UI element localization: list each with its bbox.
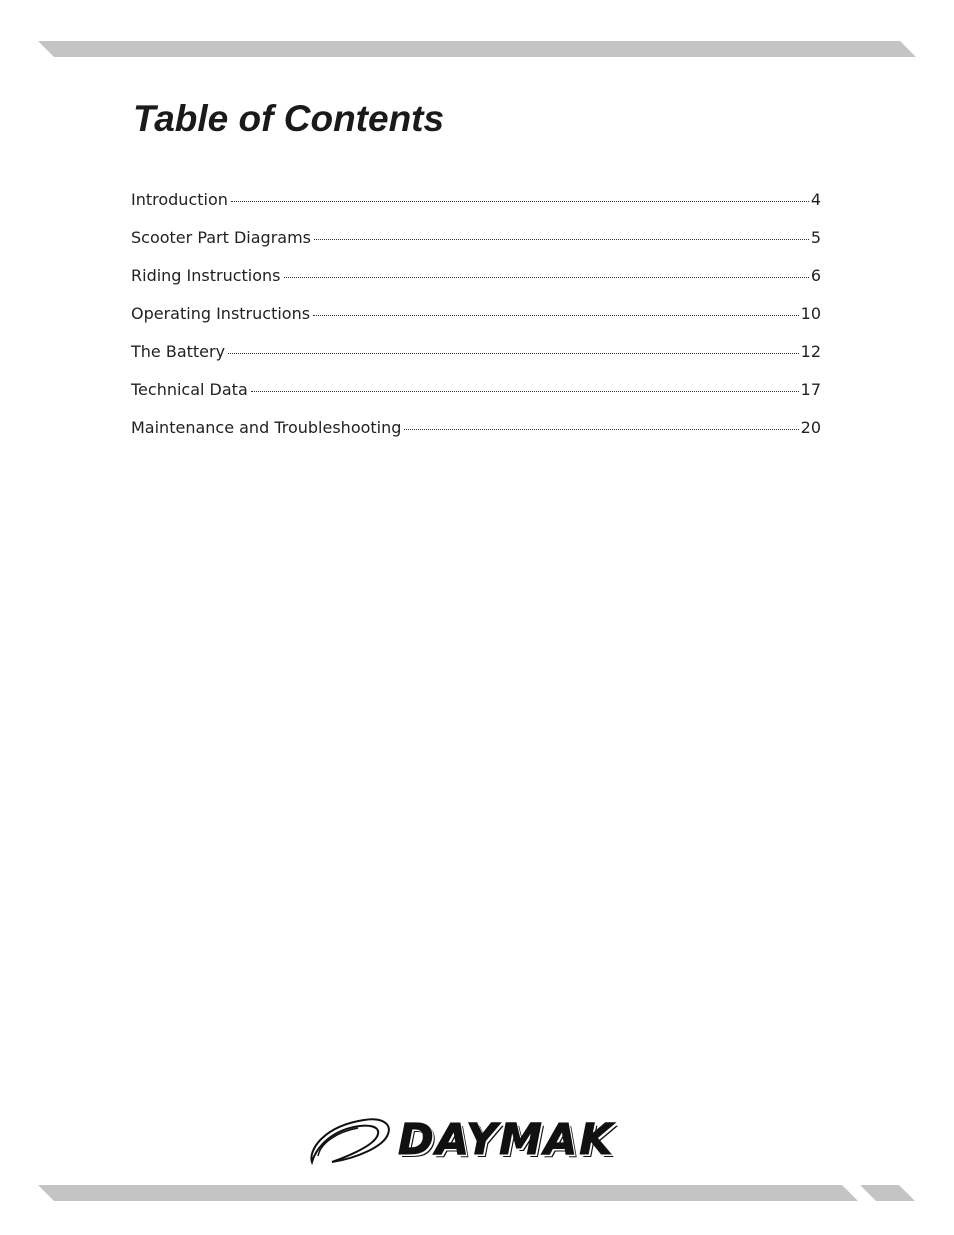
toc-entry-page: 5 bbox=[810, 228, 821, 247]
dot-leader bbox=[314, 239, 809, 240]
toc-entry-maintenance-and-troubleshooting[interactable] bbox=[131, 418, 821, 456]
toc-entry-the-battery[interactable] bbox=[131, 342, 821, 380]
page-number-tab bbox=[860, 1185, 915, 1201]
toc-entry-page: 17 bbox=[800, 380, 821, 399]
dot-leader bbox=[284, 277, 809, 278]
toc-entry-title: Introduction bbox=[131, 190, 228, 209]
toc-entry-page: 20 bbox=[800, 418, 821, 437]
header-band bbox=[38, 41, 916, 57]
toc-entry-title: Technical Data bbox=[131, 380, 248, 399]
toc-entry-technical-data[interactable] bbox=[131, 380, 821, 418]
toc-entry-title: Scooter Part Diagrams bbox=[131, 228, 312, 247]
toc-entry-title: Maintenance and Troubleshooting bbox=[131, 418, 402, 437]
footer-band bbox=[38, 1185, 858, 1201]
swoosh-icon bbox=[306, 1112, 398, 1168]
toc-entry-introduction[interactable] bbox=[131, 190, 821, 228]
toc-entry-page: 4 bbox=[810, 190, 821, 209]
toc-entry-operating-instructions[interactable] bbox=[131, 304, 821, 342]
toc-entry-page: 12 bbox=[800, 342, 821, 361]
toc-entry-page: 6 bbox=[810, 266, 821, 285]
toc-entry-riding-instructions[interactable] bbox=[131, 266, 821, 304]
daymak-logo bbox=[306, 1112, 648, 1168]
toc-entry-title: Riding Instructions bbox=[131, 266, 281, 285]
dot-leader bbox=[404, 429, 798, 430]
dot-leader bbox=[313, 315, 799, 316]
toc-entry-title: Operating Instructions bbox=[131, 304, 311, 323]
dot-leader bbox=[231, 201, 809, 202]
dot-leader bbox=[251, 391, 799, 392]
toc-entry-scooter-part-diagrams[interactable] bbox=[131, 228, 821, 266]
dot-leader bbox=[228, 353, 799, 354]
table-of-contents bbox=[131, 190, 821, 456]
logo-wordmark: DAYMAK bbox=[398, 1115, 615, 1165]
toc-entry-page: 10 bbox=[800, 304, 821, 323]
page-title: Table of Contents bbox=[133, 98, 445, 139]
toc-entry-title: The Battery bbox=[131, 342, 226, 361]
